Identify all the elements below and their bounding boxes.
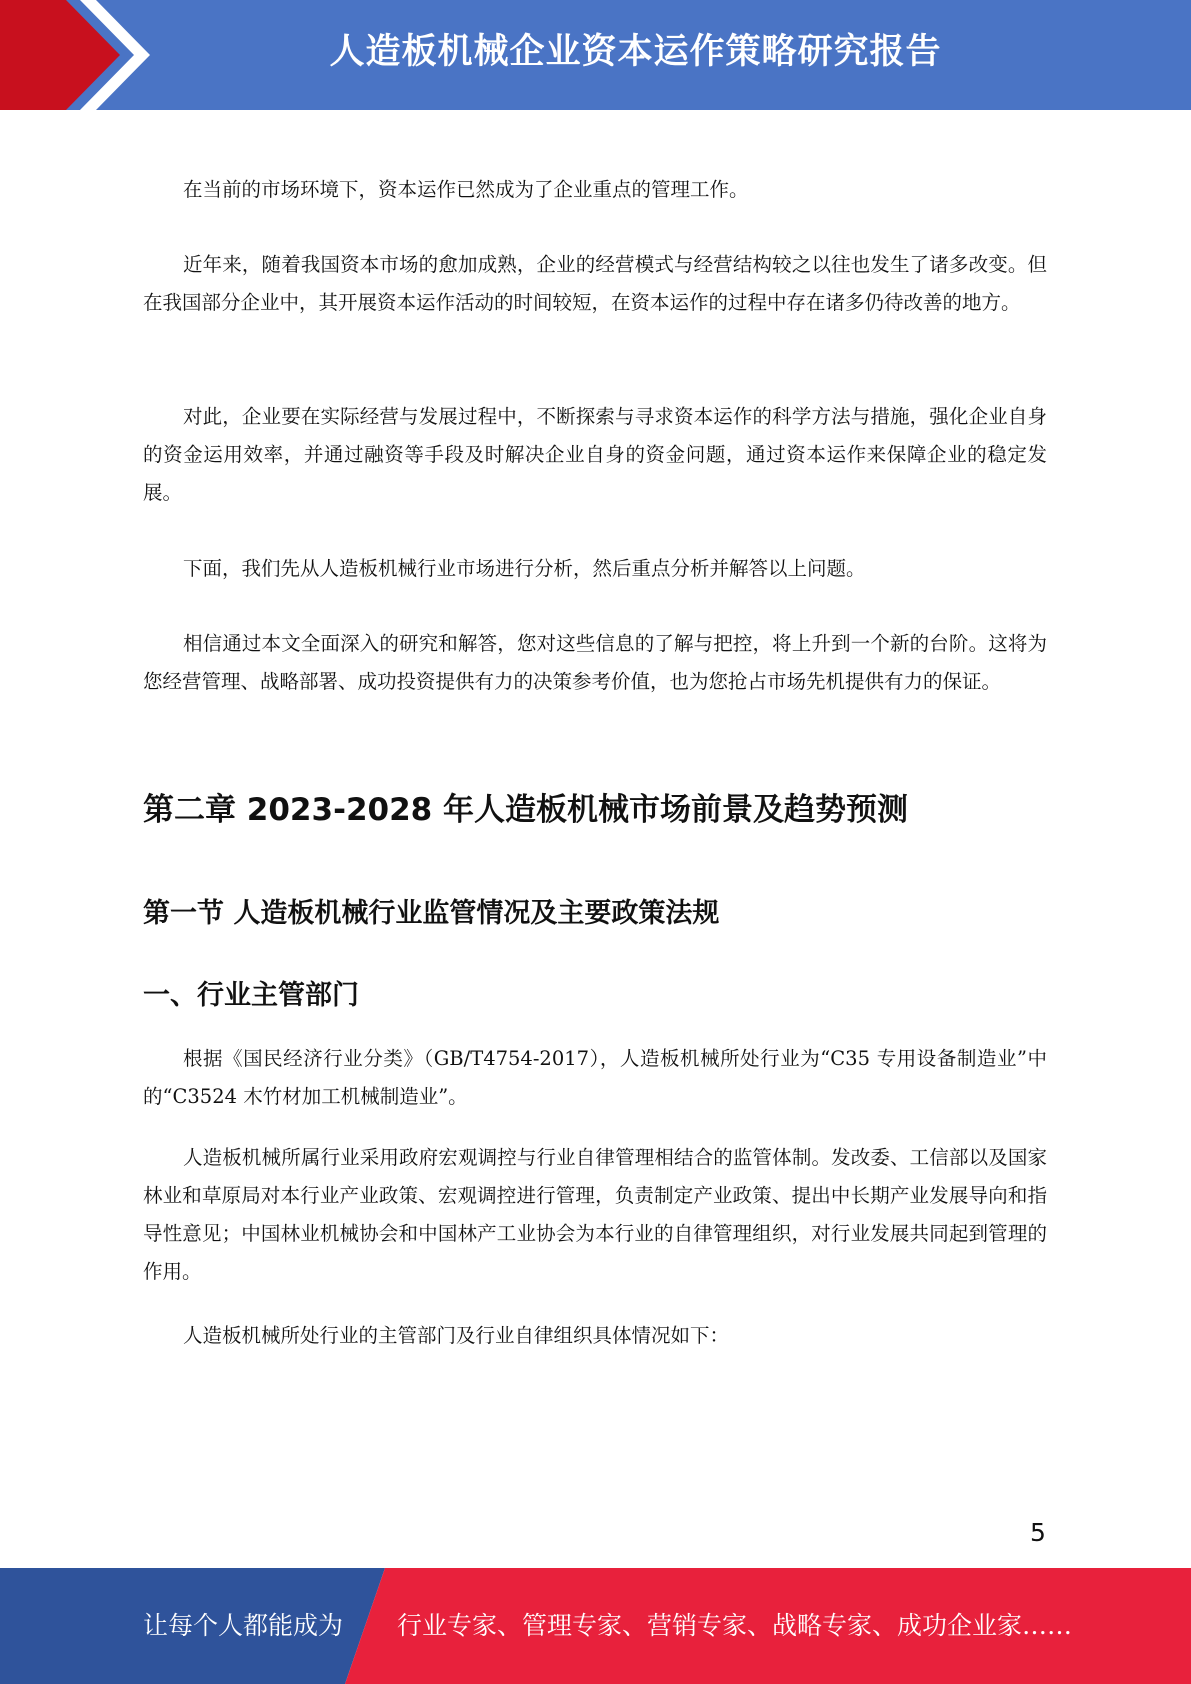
body-paragraph-3: 人造板机械所处行业的主管部门及行业自律组织具体情况如下： (183, 1324, 730, 1347)
intro-paragraph-1: 在当前的市场环境下，资本运作已然成为了企业重点的管理工作。 (183, 178, 749, 201)
footer-slogan-roles: 行业专家、管理专家、营销专家、战略专家、成功企业家…… (397, 1611, 1073, 1640)
footer-slogan-lead: 让每个人都能成为 (143, 1611, 344, 1640)
intro-paragraph-3: 对此，企业要在实际经营与发展过程中，不断探索与寻求资本运作的科学方法与措施，强化企业自身的资金运用效率，并通过融资等手段及时解决企业自身的资金问题，通过资本运作来保障企业的稳定发展。 (143, 405, 1047, 504)
intro-paragraph-5: 相信通过本文全面深入的研究和解答，您对这些信息的了解与把控，将上升到一个新的台阶。这将为您经营管理、战略部署、成功投资提供有力的决策参考价值，也为您抢占市场先机提供有力的保证。 (143, 632, 1047, 693)
header-chevron-decoration (0, 0, 160, 110)
body-paragraph-1: 根据《国民经济行业分类》（GB/T4754-2017），人造板机械所处行业为“C35 专用设备制造业”中的“C3524 木竹材加工机械制造业”。 (143, 1047, 1047, 1108)
section-heading: 第一节 人造板机械行业监管情况及主要政策法规 (143, 898, 720, 929)
header-banner (0, 0, 1191, 110)
subsection-heading: 一、行业主管部门 (143, 980, 359, 1011)
intro-paragraph-2: 近年来，随着我国资本市场的愈加成熟，企业的经营模式与经营结构较之以往也发生了诸多改变。但在我国部分企业中，其开展资本运作活动的时间较短，在资本运作的过程中存在诸多仍待改善的地方。 (143, 253, 1047, 314)
footer-banner (0, 1568, 1191, 1684)
report-title: 人造板机械企业资本运作策略研究报告 (329, 32, 942, 72)
intro-paragraph-4: 下面，我们先从人造板机械行业市场进行分析，然后重点分析并解答以上问题。 (183, 557, 866, 580)
chapter-heading: 第二章 2023-2028 年人造板机械市场前景及趋势预测 (143, 792, 909, 828)
page-number: 5 (1030, 1518, 1046, 1547)
body-paragraph-2: 人造板机械所属行业采用政府宏观调控与行业自律管理相结合的监管体制。发改委、工信部以及国家林业和草原局对本行业产业政策、宏观调控进行管理，负责制定产业政策、提出中长期产业发展导向和指导性意见；中国林业机械协会和中国林产工业协会为本行业的自律管理组织，对行业发展共同起到管理的作用。 (143, 1146, 1047, 1283)
